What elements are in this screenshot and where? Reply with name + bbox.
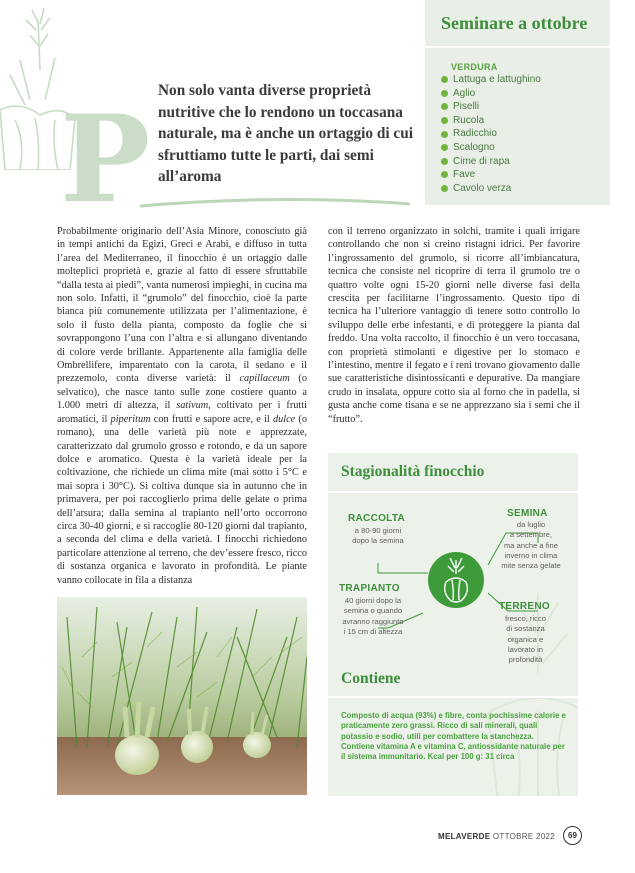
fennel-photo — [57, 597, 307, 795]
article-paragraph: Probabilmente originario dell’Asia Minore, conosciuto già in tempi antichi da Egizi, Greci e Arabi, e diffuso in tutta l’area del Mediterraneo, il finocchio è un ortaggio dalle molteplici proprietà e, grazie al fatto di essere sfruttabile “dalla testa ai piedi”, vanta numerosi impieghi, in cucina ma non solo. Infatti, il “grumolo” del finocchio, cioè la parte bianca più comunemente utilizzata per l’alimentazione, è solo il fusto della pianta, composto da foglie che si sovrappongono l’una con l’altra e si allungano diventando di colore verde brillante. Appartenente alla famiglia delle Ombrellifere, imparentato con la carota, il sedano e il prezzemolo, conta diverse varietà: il capillaceum (o selvatico), che nasce tanto sulle zone costiere quanto a 1.000 metri di altezza, il sativum, coltivato per i frutti aromatici, il piperitum con frutti e sapore acre, e il dulce (o romano), una delle varietà più note e apprezzate, caratterizzato dal grumolo grosso e rotondo, e da un sapore dolce e aromatico. Questa è la varietà ideale per la coltivazione, che richiede un clima mite (mai sotto i 5°C e mai sopra i 30°C). Si coltiva dunque sia in autunno che in primavera, per poi raccoglierlo prima delle gelate o prima dell’arsura; dalla semina al trapianto nell’orto occorrono circa 30-40 giorni, e si raccoglie 80-120 giorni dal trapianto, a seconda del clima e della varietà. I finocchi richiedono particolare attenzione al terreno, che dev’essere fresco, ricco di sostanza organica e lavorato in profondità. Le piante vanno collocate in fila a distanza — [57, 226, 308, 586]
list-item: Fave — [441, 168, 541, 182]
bullet-dot-icon — [441, 76, 448, 83]
terreno-text: fresco, ricco di sostanza organica e lavorato in profondità — [505, 614, 546, 665]
decorative-swoosh — [140, 196, 410, 210]
fennel-circle-icon — [428, 552, 484, 608]
bullet-dot-icon — [441, 171, 448, 178]
bullet-dot-icon — [441, 144, 448, 151]
article-column-1 — [57, 225, 307, 587]
seminare-box — [425, 0, 610, 205]
list-item: Piselli — [441, 100, 541, 114]
seminare-title: Seminare a ottobre — [441, 13, 588, 33]
semina-text: da luglio a settembre, ma anche a fine inverno in clima mite senza gelate — [501, 520, 561, 571]
article-column-2 — [328, 225, 580, 426]
list-item: Cavolo verza — [441, 182, 541, 196]
bullet-dot-icon — [441, 158, 448, 165]
list-item: Aglio — [441, 87, 541, 101]
article-paragraph: con il terreno organizzato in solchi, tramite i quali irrigare controllando che non si creino ristagni idrici. Per favorire l’ingrossamento del grumolo, si ricorre all’imbiancatura, tecnica che consiste nel ricoprire di terra il grumolo tre o quattro volte ogni 15-20 giorni nelle diverse fasi della crescita per facilitarne l’ingrossamento. Questo tipo di tecnica ha l’ulteriore vantaggio di tenere sotto controllo lo sviluppo delle erbe infestanti, e di proteggere la pianta dal freddo. Una volta raccolto, il finocchio è un vero toccasana, con proprietà stimolanti e digestive per lo stomaco e l’intestino, mentre il fegato e i reni trovano giovamento dalle sue caratteristiche disintossicanti e depurative. Da mangiare crudo in insalata, oppure cotto sia al forno che in padella, si gusta anche come tisana e se ne apprezzano sia i semi che il “frutto”. — [328, 226, 580, 425]
semina-label: SEMINA — [507, 508, 548, 519]
stagionalita-title: Stagionalità finocchio — [341, 463, 485, 480]
list-item: Scalogno — [441, 141, 541, 155]
bullet-dot-icon — [441, 131, 448, 138]
bullet-dot-icon — [441, 90, 448, 97]
bullet-dot-icon — [441, 185, 448, 192]
intro-lead-text: Non solo vanta diverse proprietà nutritive che lo rendono un toccasana naturale, ma è anche un ortaggio di cui sfruttiamo tutte le parti, dai semi all’aroma — [158, 82, 413, 185]
bullet-dot-icon — [441, 117, 448, 124]
list-item: Lattuga e lattughino — [441, 73, 541, 87]
divider — [328, 696, 578, 698]
trapianto-text: 40 giorni dopo la semina o quando avranno raggiunto i 15 cm di altezza — [342, 596, 404, 636]
list-item: Rucola — [441, 114, 541, 128]
seminare-subtitle: VERDURA — [451, 62, 498, 72]
seminare-list — [441, 73, 541, 195]
contiene-title: Contiene — [341, 670, 401, 687]
terreno-label: TERRENO — [499, 601, 550, 612]
list-item: Cime di rapa — [441, 155, 541, 169]
page-number: 69 — [563, 826, 582, 845]
contiene-text: Composto di acqua (93%) e fibre, conta pochissime calorie e praticamente zero grassi. Ricco di sali minerali, quali potassio e sodio, utili per combattere la stanchezza. Contiene vitamina A e vitamina C, antiossidante naturale per il sistema immunitario. Kcal per 100 g: 31 circa — [341, 711, 566, 762]
list-item: Radicchio — [441, 127, 541, 141]
bullet-dot-icon — [441, 103, 448, 110]
trapianto-label: TRAPIANTO — [339, 583, 400, 594]
raccolta-label: RACCOLTA — [348, 513, 406, 524]
stagionalita-box — [328, 453, 578, 796]
footer-issue: MELAVERDE OTTOBRE 2022 — [438, 832, 556, 841]
raccolta-text: a 80-90 giorni dopo la semina — [352, 526, 404, 546]
divider — [425, 46, 610, 48]
drop-cap-letter: P — [60, 89, 151, 230]
